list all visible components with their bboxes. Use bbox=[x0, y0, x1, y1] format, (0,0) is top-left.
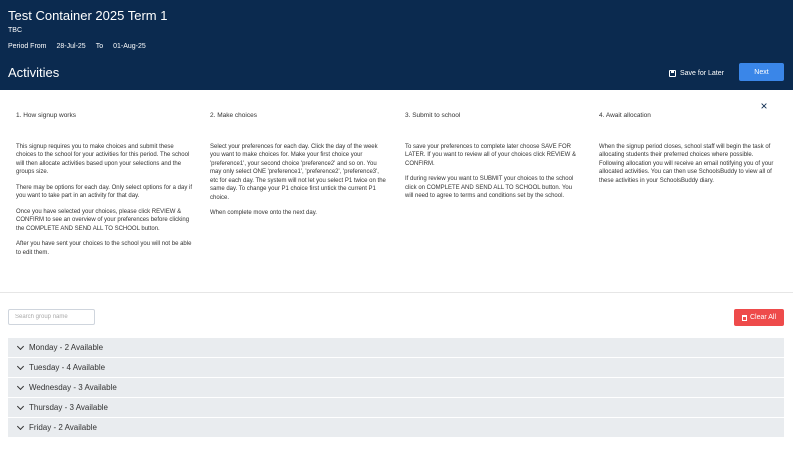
step-paragraph: When complete move onto the next day. bbox=[210, 210, 317, 216]
save-for-later-label: Save for Later bbox=[680, 69, 724, 77]
chevron-down-icon bbox=[17, 382, 24, 389]
step-paragraph: There may be options for each day. Only select options for a day if you want to take part in an activity for that day. bbox=[16, 184, 192, 199]
section-title: Activities bbox=[8, 65, 60, 80]
page-header bbox=[0, 0, 793, 90]
step-title: 2. Make choices bbox=[210, 112, 257, 119]
day-label: Wednesday - 3 Available bbox=[29, 383, 117, 392]
day-list bbox=[8, 338, 784, 438]
step-paragraph: Select your preferences for each day. Click the day of the week you want to make choices for. Make your first choice your 'preference1', your second choice 'preference2' and so on. You may only select ONE 'preference1', 'preference2', 'preference3', etc for each day. The system will not let you select P1 twice on the same day. To change your P1 choice first untick the current P1 choice. bbox=[210, 143, 386, 201]
step-make-choices bbox=[210, 112, 387, 225]
page-title: Test Container 2025 Term 1 bbox=[8, 8, 168, 23]
chevron-down-icon bbox=[17, 402, 24, 409]
day-row-friday[interactable] bbox=[8, 418, 784, 437]
day-label: Monday - 2 Available bbox=[29, 343, 104, 352]
day-label: Tuesday - 4 Available bbox=[29, 363, 106, 372]
step-paragraph: To save your preferences to complete later choose SAVE FOR LATER. If you want to review all of your choices click REVIEW & CONFIRM. bbox=[405, 143, 576, 167]
save-for-later-button[interactable] bbox=[669, 67, 724, 79]
period-from-label: Period From bbox=[8, 43, 47, 50]
clear-all-label: Clear All bbox=[749, 314, 777, 321]
close-icon[interactable]: × bbox=[760, 99, 768, 113]
period-range bbox=[8, 43, 146, 50]
chevron-down-icon bbox=[17, 362, 24, 369]
next-button[interactable]: Next bbox=[739, 63, 784, 81]
search-input[interactable] bbox=[8, 309, 95, 325]
day-label: Friday - 2 Available bbox=[29, 423, 97, 432]
clear-all-button[interactable] bbox=[734, 309, 784, 326]
day-row-tuesday[interactable] bbox=[8, 358, 784, 377]
page-subtitle: TBC bbox=[8, 27, 22, 34]
step-await-allocation bbox=[599, 112, 776, 192]
step-paragraph: Once you have selected your choices, please click REVIEW & CONFIRM to see an overview of your preferences before clicking the COMPLETE AND SEND ALL TO SCHOOL button. bbox=[16, 208, 190, 232]
chevron-down-icon bbox=[17, 342, 24, 349]
day-label: Thursday - 3 Available bbox=[29, 403, 109, 412]
step-how-signup-works bbox=[16, 112, 193, 264]
step-paragraph: This signup requires you to make choices and submit these choices to the school for your activities for this period. The school will then allocate activities based upon your selections and the groups size. bbox=[16, 143, 190, 175]
day-row-wednesday[interactable] bbox=[8, 378, 784, 397]
step-paragraph: After you have sent your choices to the school you will not be able to edit them. bbox=[16, 241, 192, 256]
save-icon bbox=[669, 70, 676, 77]
instructions-panel bbox=[0, 90, 793, 293]
step-submit-to-school bbox=[405, 112, 582, 208]
trash-icon bbox=[742, 315, 747, 321]
period-from-value: 28-Jul-25 bbox=[56, 43, 86, 50]
step-title: 4. Await allocation bbox=[599, 112, 651, 119]
day-row-thursday[interactable] bbox=[8, 398, 784, 417]
period-to-value: 01-Aug-25 bbox=[113, 43, 146, 50]
period-to-label: To bbox=[95, 43, 104, 50]
step-paragraph: When the signup period closes, school staff will begin the task of allocating students their preferred choices where possible. Following allocation you will receive an email notifying you of your allocated activities. You can then use SchoolsBuddy to view all of these activities in your SchoolsBuddy diary. bbox=[599, 143, 774, 184]
step-title: 1. How signup works bbox=[16, 112, 76, 119]
step-title: 3. Submit to school bbox=[405, 112, 461, 119]
chevron-down-icon bbox=[17, 422, 24, 429]
step-paragraph: If during review you want to SUBMIT your choices to the school click on COMPLETE AND SEND ALL TO SCHOOL button. You will need to agree to terms and conditions set by the school. bbox=[405, 176, 574, 199]
day-row-monday[interactable] bbox=[8, 338, 784, 357]
